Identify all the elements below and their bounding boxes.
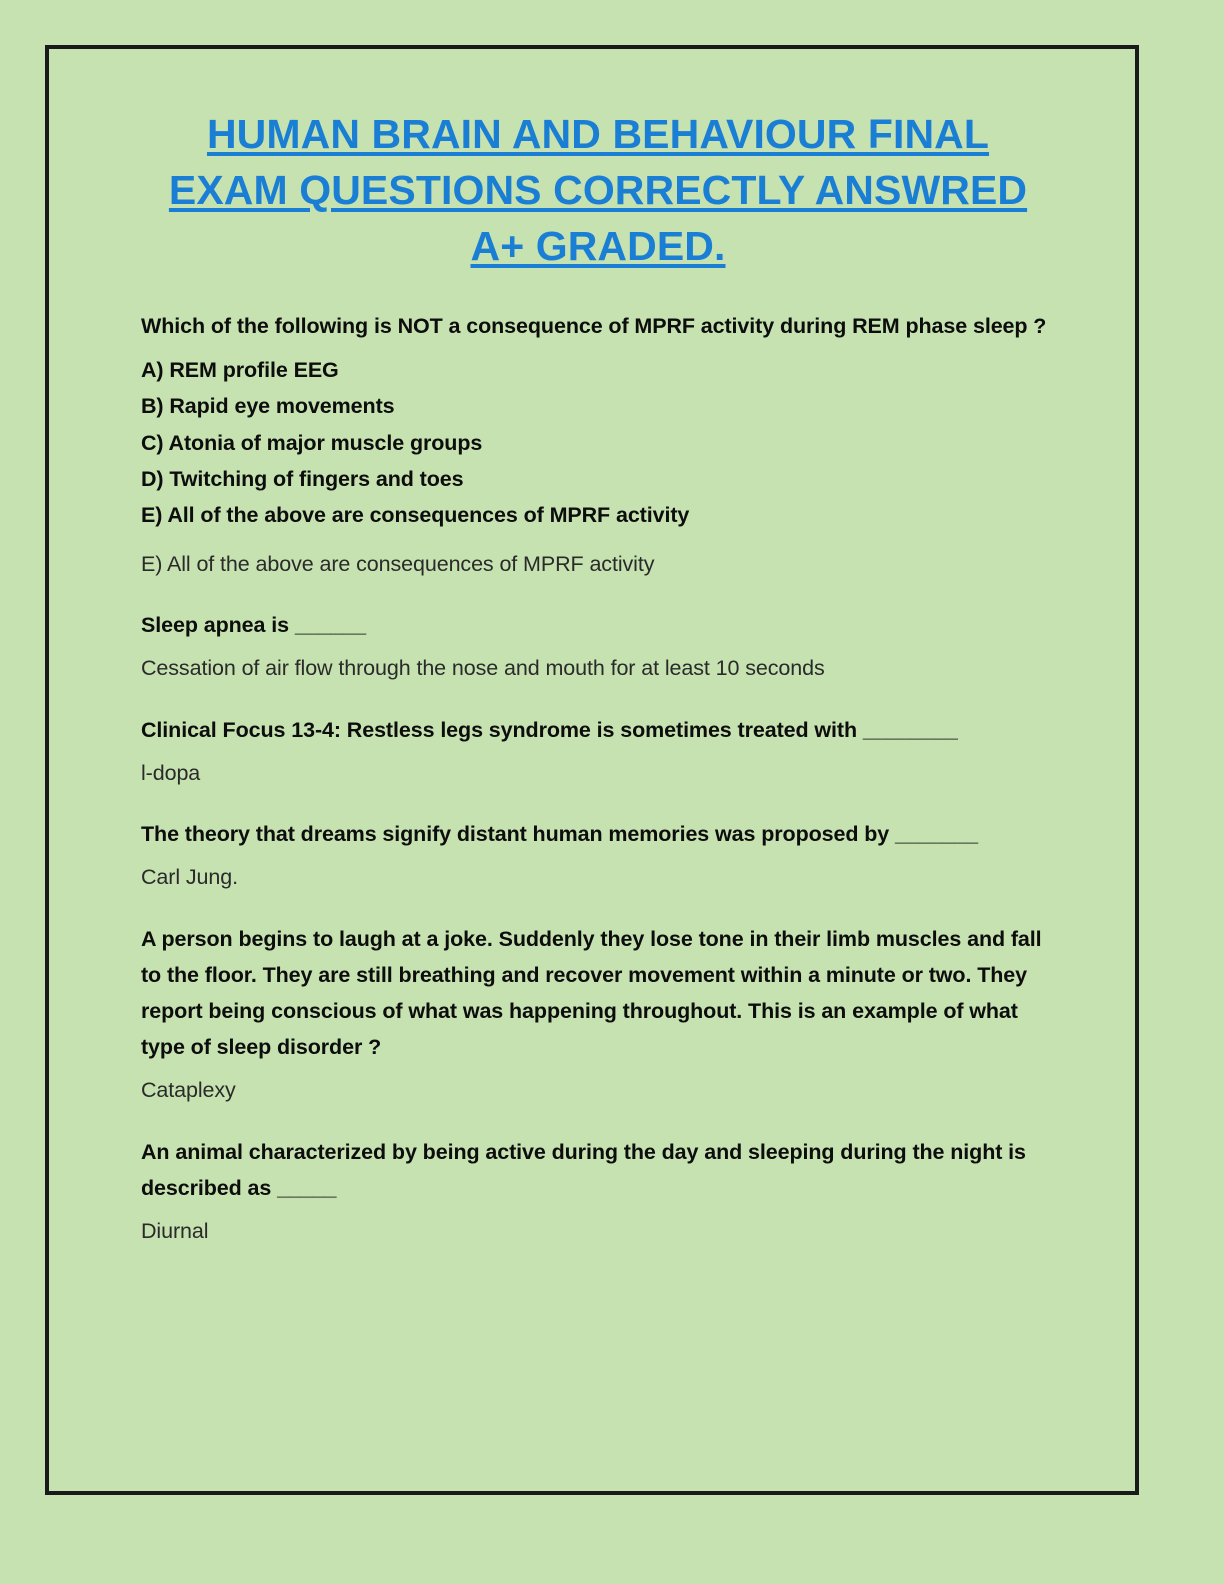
question-text: A person begins to laugh at a joke. Suddenly they lose tone in their limb muscles and fall to the floor. They are still breathing and recover movement within a minute or two. They report being conscious of what was happening throughout. This is an example of what type of sleep disorder ? — [141, 926, 1042, 1060]
choice-item: B) Rapid eye movements — [141, 394, 395, 419]
qa-block — [141, 1134, 1055, 1249]
choice-item: A) REM profile EEG — [141, 358, 339, 383]
qa-block — [141, 921, 1055, 1108]
page-title-text: HUMAN BRAIN AND BEHAVIOUR FINAL EXAM QUESTIONS CORRECTLY ANSWRED A+ GRADED. — [168, 111, 1028, 269]
answer-text: Diurnal — [141, 1218, 209, 1243]
choice-item: C) Atonia of major muscle groups — [141, 430, 483, 455]
question-text: The theory that dreams signify distant human memories was proposed by _______ — [141, 822, 979, 847]
answer-text: Carl Jung. — [141, 865, 238, 890]
qa-block — [141, 712, 1055, 791]
qa-block — [141, 607, 1055, 686]
document-page — [45, 45, 1139, 1495]
choice-list — [141, 352, 1055, 533]
answer-text: E) All of the above are consequences of MPRF activity — [141, 551, 655, 576]
document-content — [49, 49, 1135, 1248]
question-text: Which of the following is NOT a consequence of MPRF activity during REM phase sleep ? — [141, 314, 1047, 339]
choice-item: D) Twitching of fingers and toes — [141, 466, 464, 491]
page-title — [141, 107, 1055, 274]
answer-text: l-dopa — [141, 760, 201, 785]
qa-block — [141, 816, 1055, 895]
question-text: Clinical Focus 13-4: Restless legs syndrome is sometimes treated with ________ — [141, 717, 958, 742]
answer-text: Cataplexy — [141, 1078, 236, 1103]
choice-item: E) All of the above are consequences of MPRF activity — [141, 502, 690, 527]
question-text: Sleep apnea is ______ — [141, 613, 366, 638]
answer-text: Cessation of air flow through the nose and mouth for at least 10 seconds — [141, 656, 825, 681]
qa-block — [141, 308, 1055, 581]
question-text: An animal characterized by being active during the day and sleeping during the night is described as _____ — [141, 1139, 1026, 1200]
